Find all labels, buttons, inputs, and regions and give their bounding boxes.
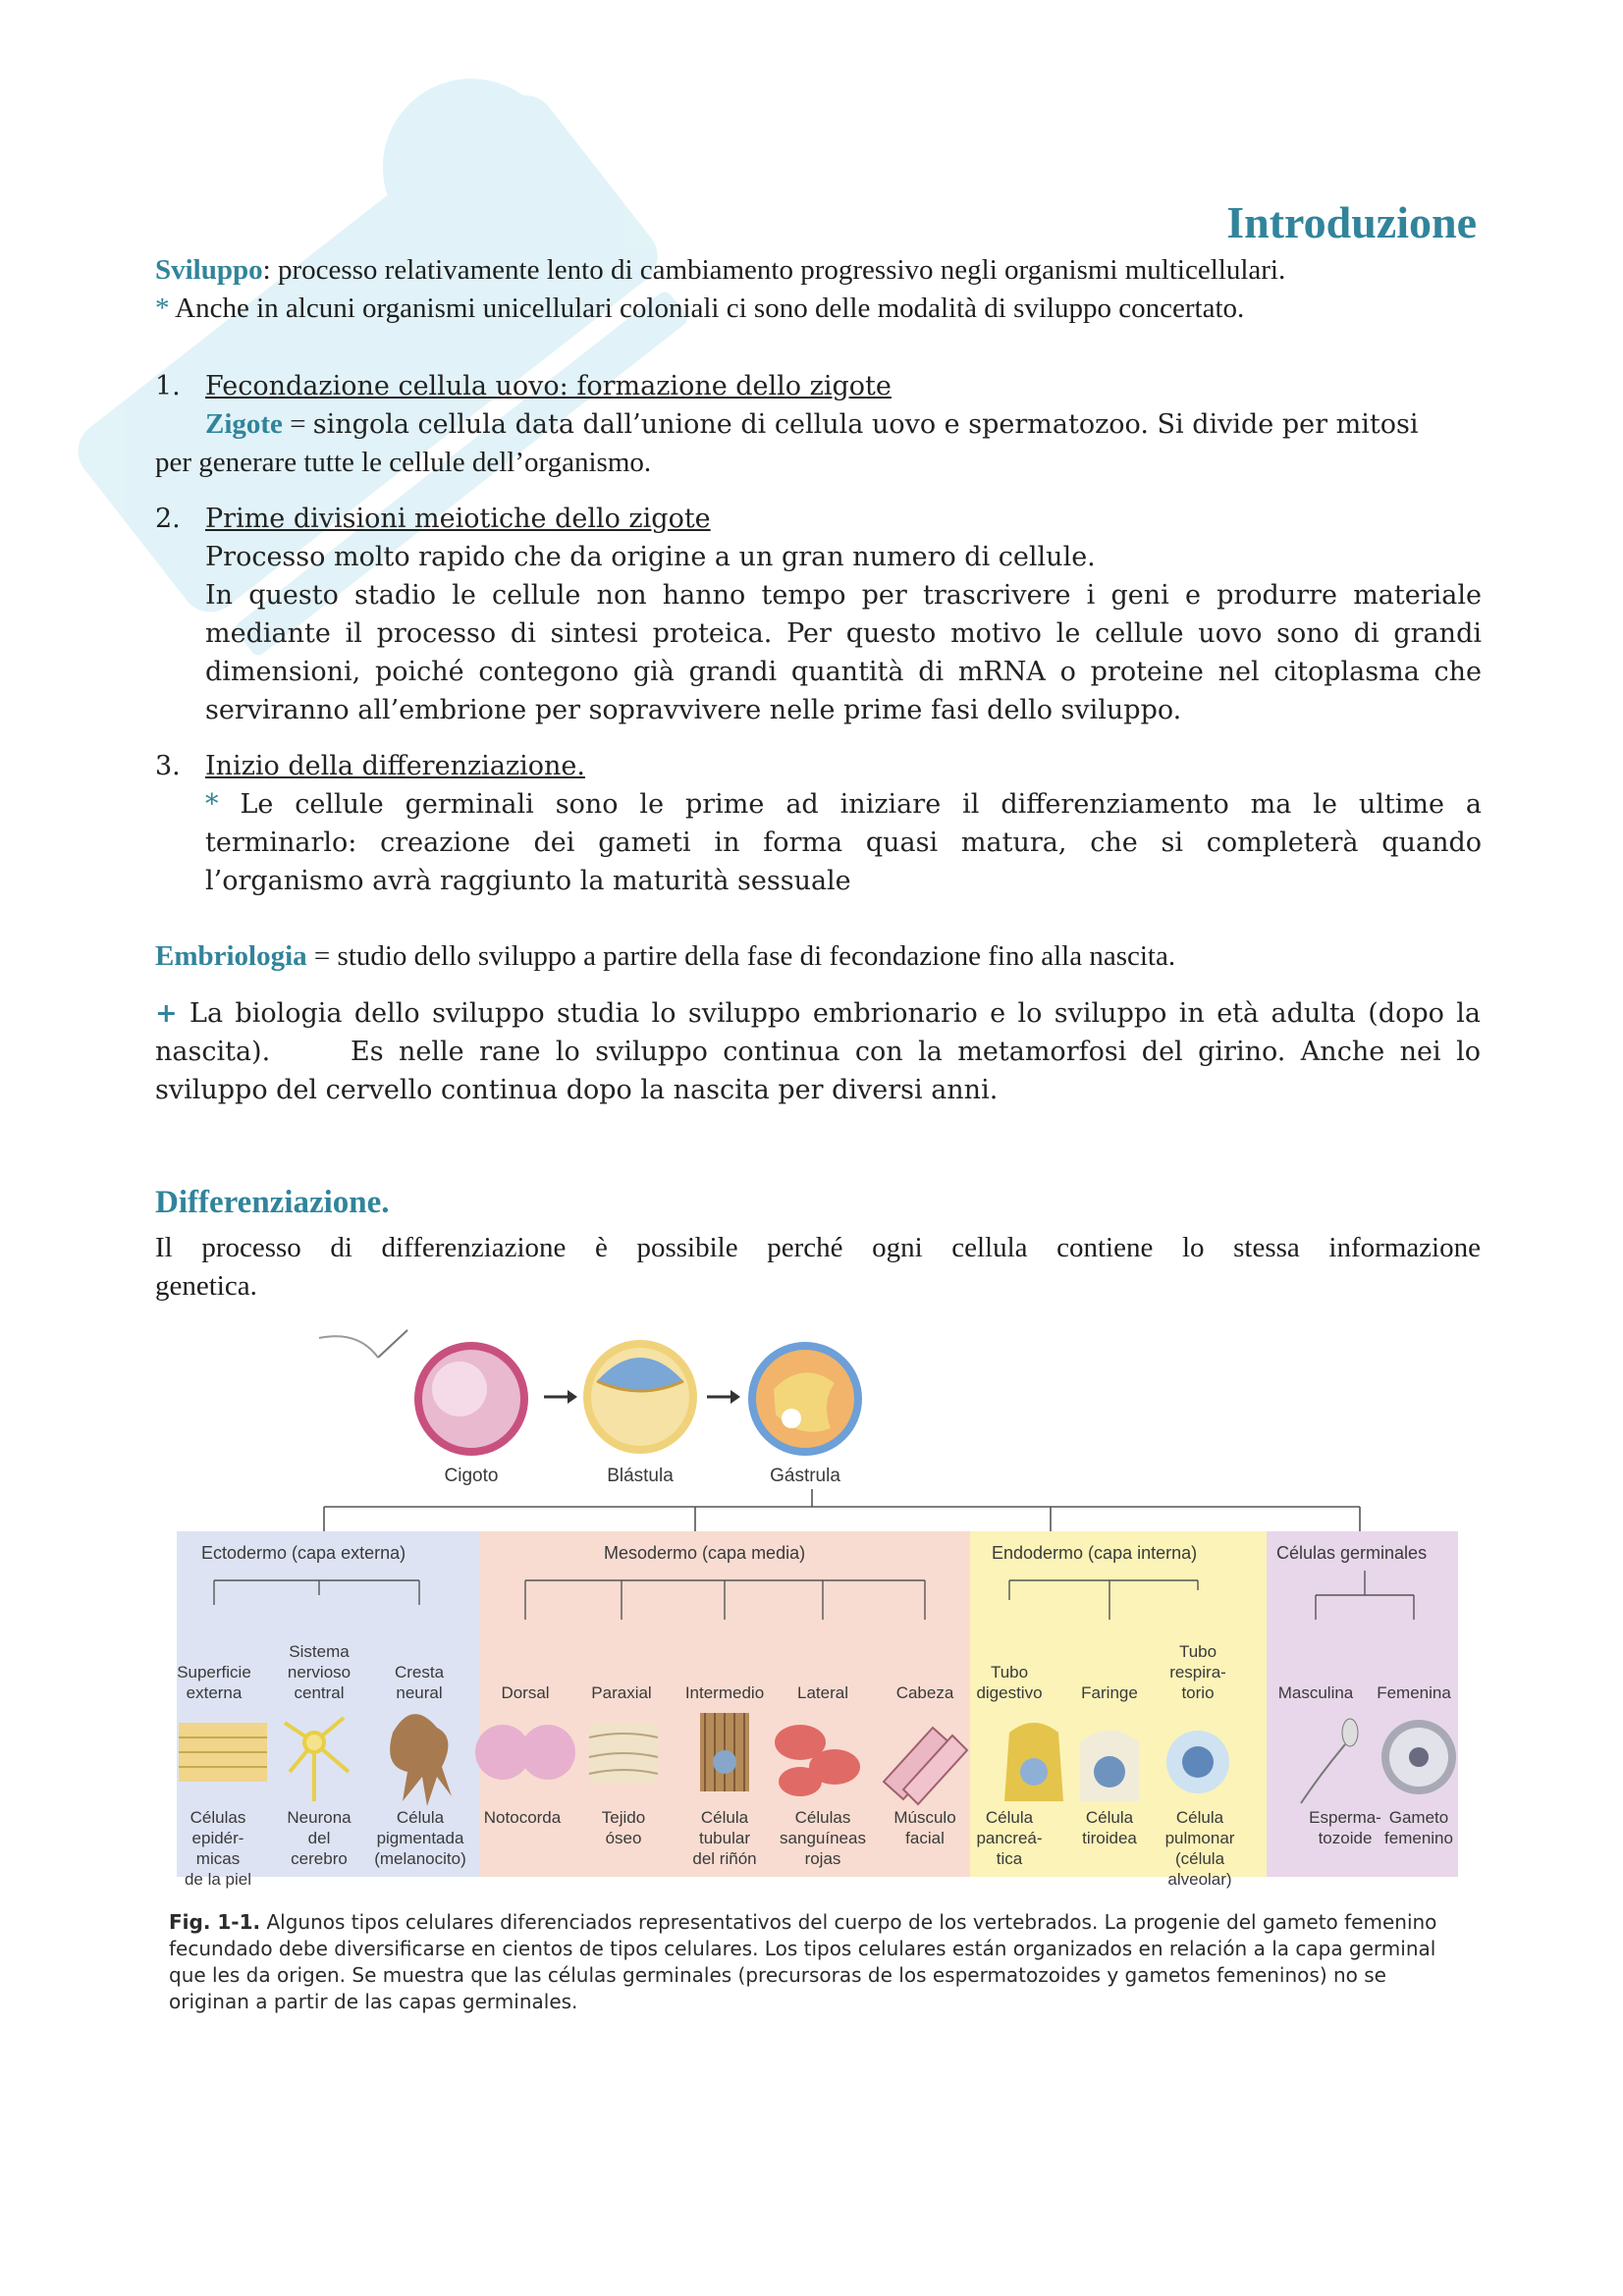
kidney-tubular-cell [700, 1713, 749, 1791]
subgroup-label: Superficie externa [177, 1663, 251, 1702]
plus-line3: sviluppo del cervello continua dopo la nascita per diversi anni. [155, 1075, 999, 1105]
step-2-text-line: mediante il processo di sintesi proteica. Per questo motivo le cellule uovo sono di grandi [205, 618, 1482, 649]
step-3-text-line [205, 785, 1482, 824]
cell-type-label: Músculo facial [893, 1808, 956, 1847]
zigote-eq: = [282, 408, 313, 440]
subgroup-label: Cresta neural [394, 1663, 445, 1702]
zigote-term: Zigote [205, 408, 283, 440]
embriologia-def: = studio dello sviluppo a partire della fase di fecondazione fino alla nascita. [306, 940, 1176, 972]
gastrula-cell [748, 1342, 862, 1456]
step-3-line1: Le cellule germinali sono le prime ad iniziare il differenziamento ma le ultime a [218, 789, 1482, 820]
subgroup-label: Cabeza [895, 1683, 954, 1702]
zigote-line1: singola cellula data dall’unione di cellula uovo e spermatozoo. Si divide per mitosi [312, 409, 1419, 440]
subgroup-label: Dorsal [501, 1683, 550, 1702]
blastula-cell [583, 1340, 697, 1454]
step-3-heading: Inizio della differenziazione. [205, 751, 585, 781]
plus-symbol: + [155, 998, 178, 1029]
group-label: Células germinales [1276, 1543, 1428, 1563]
differenziazione-heading: Differenziazione. [155, 1185, 390, 1220]
bone-tissue [589, 1723, 658, 1784]
cell-type-label: Esperma-tozoide [1309, 1808, 1381, 1847]
step-2-text-line: In questo stadio le cellule non hanno tempo per trascrivere i geni e produrre materiale [205, 580, 1482, 611]
cell-type-label: Célula tiroidea [1082, 1808, 1137, 1847]
cell-type-label: Célula pigmentada (melanocito) [374, 1808, 466, 1868]
caption-label: Fig. 1-1. [169, 1910, 261, 1934]
thyroid-cell [1080, 1731, 1139, 1802]
step-1-number: 1. [155, 371, 181, 401]
step-2-text-line: dimensioni, poiché contegono già grandi quantità di mRNA o proteine nel citoplasma che [205, 657, 1482, 687]
subgroup-label: Faringe [1081, 1683, 1138, 1702]
subgroup-label: Tubo respira-torio [1169, 1642, 1226, 1702]
sviluppo-def: : processo relativamente lento di cambiamento progressivo negli organismi multicellulari. [262, 254, 1286, 286]
step-2-text-line: serviranno all’embrione per sopravvivere nelle prime fasi dello sviluppo. [205, 695, 1182, 725]
step-1-heading: Fecondazione cellula uovo: formazione dello zigote [205, 371, 892, 401]
note-star: * [155, 293, 170, 324]
cell-type-label: Células epidér-micas de la piel [184, 1808, 252, 1889]
subgroup-label: Intermedio [684, 1683, 765, 1702]
differenziazione-line1: Il processo di differenziazione è possibile perché ogni cellula contiene lo stessa informazione [155, 1232, 1481, 1263]
step-2-line1: Processo molto rapido che da origine a un gran numero di cellule. [205, 542, 1096, 572]
cell-type-label: Células sanguíneas rojas [780, 1808, 866, 1868]
egg-cell [1381, 1720, 1456, 1794]
step-3-number: 3. [155, 751, 181, 781]
figure-caption [169, 1909, 1465, 2015]
embriologia-definition [155, 937, 1481, 976]
subgroup-label: Lateral [797, 1683, 848, 1702]
colonial-note [155, 290, 1481, 328]
group-label: Ectodermo (capa externa) [201, 1543, 406, 1563]
step-1-zigote [205, 405, 1482, 444]
step-3-star: * [205, 789, 219, 820]
epidermal-cells [179, 1723, 267, 1782]
pancreatic-cell [1004, 1723, 1063, 1801]
subgroup-label: Femenina [1377, 1683, 1451, 1702]
stage-label: Cigoto [444, 1466, 499, 1486]
step-2-number: 2. [155, 504, 181, 534]
sviluppo-definition [155, 251, 1481, 290]
group-label: Mesodermo (capa media) [604, 1543, 806, 1563]
cigoto-cell [319, 1330, 528, 1456]
step-3-text-line: l’organismo avrà raggiunto la maturità sessuale [205, 866, 851, 896]
plus-line2a: nascita). [155, 1037, 271, 1067]
subgroup-label: Tubo digestivo [976, 1663, 1043, 1702]
stage-label: Gástrula [770, 1466, 840, 1486]
plus-line2b: Es nelle rane lo sviluppo continua con la metamorfosi del girino. Anche nei lo [351, 1037, 1481, 1067]
sviluppo-term: Sviluppo [155, 254, 263, 286]
alveolar-cell [1166, 1731, 1229, 1793]
cell-type-label: Célula pancreá-tica [976, 1808, 1043, 1868]
cell-type-label: Célula tubular del riñón [692, 1808, 757, 1868]
tree-lines [324, 1489, 1360, 1531]
cell-differentiation-figure [157, 1320, 1468, 1895]
cell-type-label: Tejido óseo [601, 1808, 646, 1847]
cell-type-label: Célula pulmonar (célula alveolar) [1164, 1808, 1235, 1889]
subgroup-label: Paraxial [591, 1683, 652, 1702]
stage-label: Blástula [607, 1466, 674, 1486]
note-text: Anche in alcuni organismi unicellulari coloniali ci sono delle modalità di sviluppo concertato. [169, 293, 1245, 324]
subgroup-label: Masculina [1277, 1683, 1354, 1702]
cell-type-label: Neurona del cerebro [287, 1808, 352, 1868]
step-2-heading: Prime divisioni meiotiche dello zigote [205, 504, 711, 534]
cell-type-label: Notocorda [483, 1808, 562, 1827]
group-label: Endodermo (capa interna) [992, 1543, 1198, 1563]
subgroup-label: Sistema nervioso central [287, 1642, 352, 1702]
cell-type-label: Gameto femenino [1384, 1808, 1453, 1847]
embriologia-term: Embriologia [155, 940, 307, 972]
page-title: Introduzione [1226, 197, 1477, 247]
caption-text: Algunos tipos celulares diferenciados representativos del cuerpo de los vertebrados. La progenie del gameto femenino fecundado debe diversificarse en cientos de tipos celulares. Los tipos celulares están organizados en relación a la capa germinal que les da origen. Se muestra que las células germinales (precursoras de los espermatozoides y gametos femeninos) no se originan a partir de las capas germinales. [169, 1910, 1437, 2013]
step-1-line2: per generare tutte le cellule dell’organismo. [155, 447, 652, 478]
step-3-text-line: terminarlo: creazione dei gameti in forma quasi matura, che si completerà quando [205, 828, 1482, 858]
plus-note-line [155, 994, 1481, 1033]
plus-line1: La biologia dello sviluppo studia lo sviluppo embrionario e lo sviluppo in età adulta (dopo la [177, 998, 1481, 1029]
differenziazione-line2: genetica. [155, 1270, 257, 1302]
